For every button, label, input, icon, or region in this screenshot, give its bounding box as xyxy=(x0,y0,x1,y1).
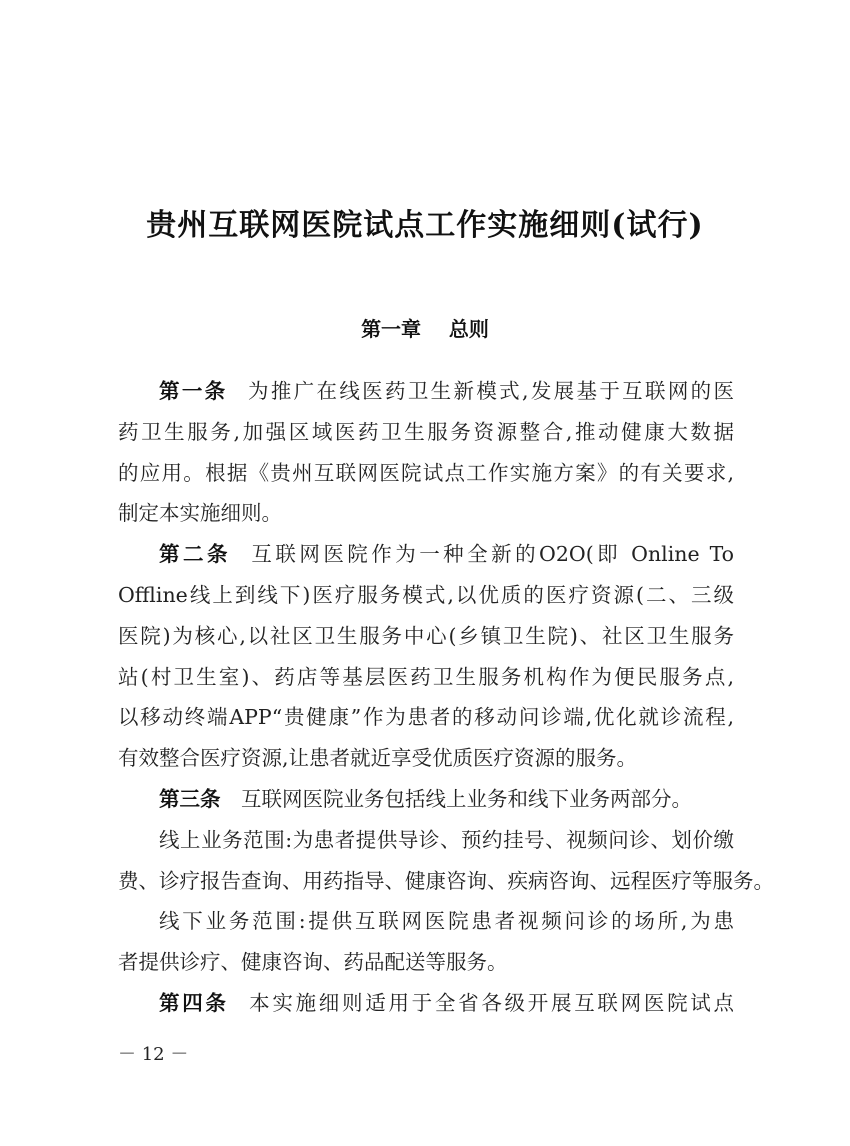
article-label: 第三条 xyxy=(159,786,221,811)
text-line: 第一条 为推广在线医药卫生新模式,发展基于互联网的医 xyxy=(159,379,735,403)
text-line: 药卫生服务,加强区域医药卫生服务资源整合,推动健康大数据 xyxy=(118,419,734,444)
article-3 xyxy=(118,779,734,820)
text-line: 制定本实施细则。 xyxy=(118,501,282,526)
article-label: 第一条 xyxy=(159,379,228,403)
article-2 xyxy=(118,534,734,779)
article-1 xyxy=(118,371,734,534)
text-line: 以移动终端APP“贵健康”作为患者的移动问诊端,优化就诊流程, xyxy=(118,705,734,730)
text-line: 有效整合医疗资源,让患者就近享受优质医疗资源的服务。 xyxy=(118,746,638,771)
document-title: 贵州互联网医院试点工作实施细则(试行) xyxy=(146,208,704,243)
page-number: － 12 － xyxy=(118,1044,189,1065)
document-body xyxy=(118,371,774,1024)
text-line: Offline线上到线下)医疗服务模式,以优质的医疗资源(二、三级 xyxy=(118,582,734,607)
text-line: 的应用。根据《贵州互联网医院试点工作实施方案》的有关要求, xyxy=(118,460,734,485)
text-line: 线上业务范围:为患者提供导诊、预约挂号、视频问诊、划价缴 xyxy=(159,827,734,852)
online-scope-paragraph xyxy=(118,820,774,902)
text-line: 第三条 互联网医院业务包括线上业务和线下业务两部分。 xyxy=(159,786,692,811)
text-line: 第四条 本实施细则适用于全省各级开展互联网医院试点 xyxy=(159,990,735,1015)
text-line: 线下业务范围:提供互联网医院患者视频问诊的场所,为患 xyxy=(159,909,734,934)
text-line: 医院)为核心,以社区卫生服务中心(乡镇卫生院)、社区卫生服务 xyxy=(118,623,734,648)
article-label: 第二条 xyxy=(159,542,231,567)
text-line: 站(村卫生室)、药店等基层医药卫生服务机构作为便民服务点, xyxy=(118,664,734,689)
text-line: 第二条 互联网医院作为一种全新的O2O(即 Online To xyxy=(159,542,735,567)
chapter-heading: 第一章 总则 xyxy=(361,317,489,341)
article-4 xyxy=(118,983,734,1024)
text-line: 费、诊疗报告查询、用药指导、健康咨询、疾病咨询、远程医疗等服务。 xyxy=(118,868,774,893)
article-label: 第四条 xyxy=(159,990,229,1015)
text-line: 者提供诊疗、健康咨询、药品配送等服务。 xyxy=(118,950,508,975)
offline-scope-paragraph xyxy=(118,901,734,983)
